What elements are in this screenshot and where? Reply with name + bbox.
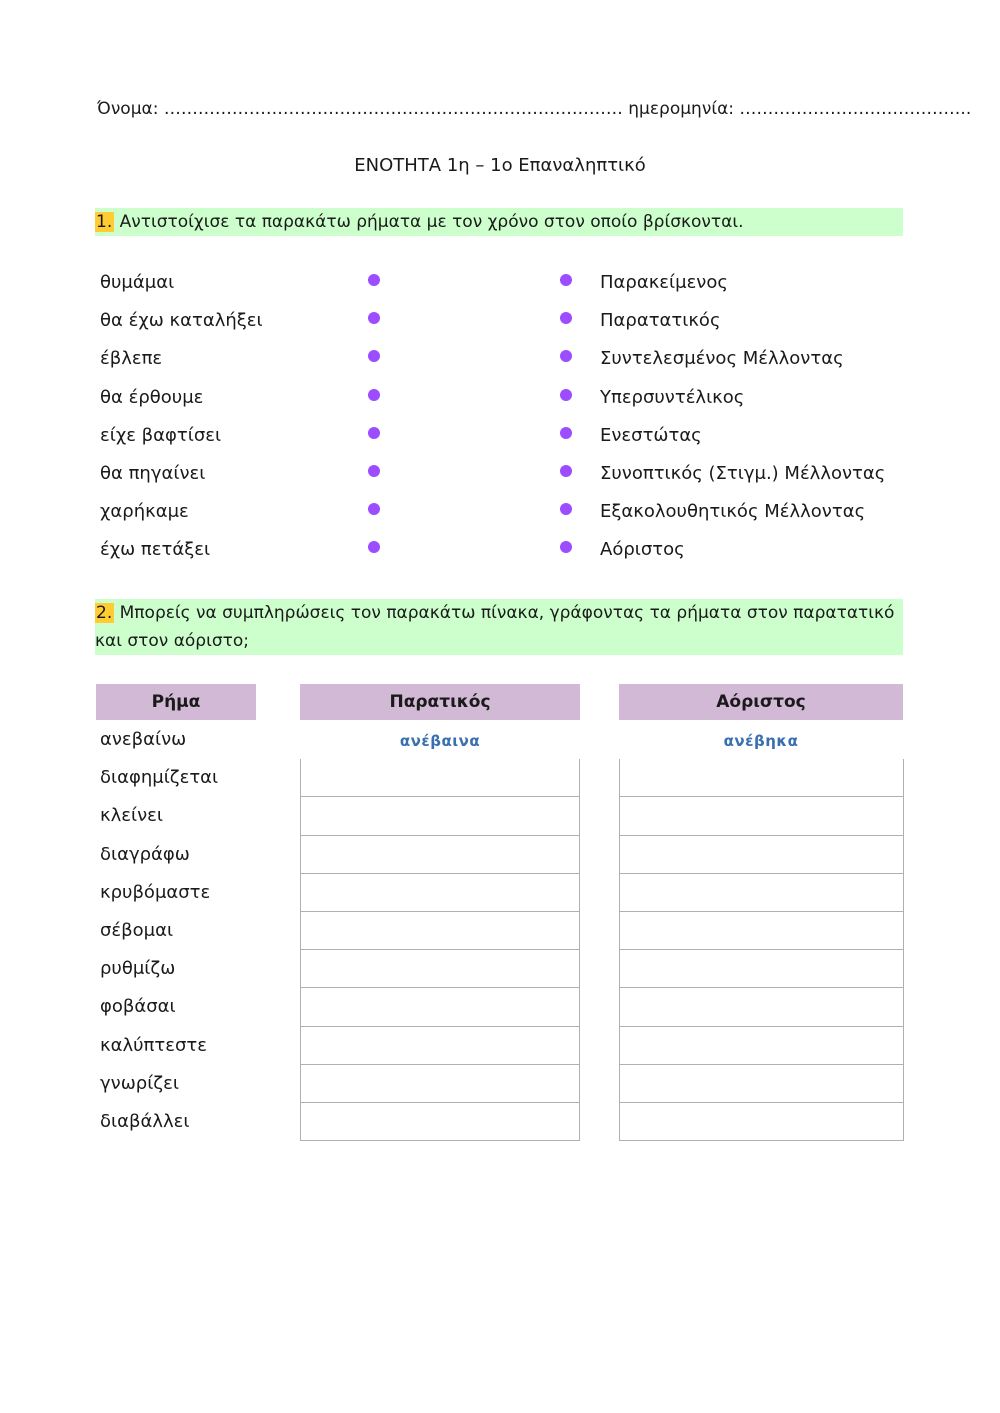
- match-dot-left[interactable]: [368, 503, 380, 515]
- match-dot-right[interactable]: [560, 389, 572, 401]
- answer-cell-past-continuous[interactable]: [300, 988, 580, 1026]
- answer-cell-past-continuous[interactable]: [300, 836, 580, 874]
- table-verb: διαφημίζεται: [100, 767, 219, 789]
- question-1-number: 1.: [96, 212, 113, 232]
- answer-cell-aorist[interactable]: [619, 836, 904, 874]
- name-date-line: Όνομα: ……………………………………………………………………… ημερομηνία: …………………………………..: [97, 99, 972, 119]
- match-tense: Παρατατικός: [600, 310, 721, 332]
- page-title: ΕΝΟΤΗΤΑ 1η – 1ο Επαναληπτικό: [354, 155, 646, 176]
- example-aorist: ανέβηκα: [723, 732, 799, 750]
- match-tense: Συνοπτικός (Στιγμ.) Μέλλοντας: [600, 463, 886, 484]
- match-dot-right[interactable]: [560, 465, 572, 477]
- question-1-prompt: [95, 208, 903, 236]
- example-past-continuous: ανέβαινα: [399, 732, 481, 750]
- table-verb: καλύπτεστε: [100, 1034, 207, 1056]
- match-dot-left[interactable]: [368, 312, 380, 324]
- match-tense: Συντελεσμένος Μέλλοντας: [600, 348, 844, 370]
- answer-cell-aorist[interactable]: [619, 1103, 904, 1141]
- match-verb: είχε βαφτίσει: [100, 424, 222, 446]
- answer-cell-aorist[interactable]: [619, 1065, 904, 1103]
- table-verb: σέβομαι: [100, 920, 174, 941]
- table-verb: φοβάσαι: [100, 996, 176, 1018]
- table-verb: γνωρίζει: [100, 1072, 179, 1094]
- match-dot-left[interactable]: [368, 389, 380, 401]
- table-verb: ανεβαίνω: [100, 729, 187, 750]
- column-header-verb: Ρήμα: [96, 684, 256, 720]
- match-dot-left[interactable]: [368, 274, 380, 286]
- match-dot-right[interactable]: [560, 350, 572, 362]
- answer-cell-aorist[interactable]: [619, 1027, 904, 1065]
- match-dot-right[interactable]: [560, 503, 572, 515]
- match-verb: έβλεπε: [100, 348, 163, 370]
- match-tense: Εξακολουθητικός Μέλλοντας: [600, 501, 866, 523]
- match-tense: Αόριστος: [600, 539, 685, 561]
- answer-cell-aorist[interactable]: [619, 950, 904, 988]
- match-dot-left[interactable]: [368, 541, 380, 553]
- answer-cell-aorist[interactable]: [619, 988, 904, 1026]
- match-dot-left[interactable]: [368, 427, 380, 439]
- table-verb: διαγράφω: [100, 843, 190, 865]
- match-dot-left[interactable]: [368, 350, 380, 362]
- table-verb: ρυθμίζω: [100, 958, 176, 980]
- table-verb: κρυβόμαστε: [100, 881, 211, 903]
- column-header-aorist: Αόριστος: [619, 684, 903, 720]
- match-dot-right[interactable]: [560, 274, 572, 286]
- answer-cell-aorist[interactable]: [619, 759, 904, 797]
- question-2-number: 2.: [96, 603, 113, 623]
- match-verb: θα πηγαίνει: [100, 463, 206, 484]
- answer-cell-past-continuous[interactable]: [300, 950, 580, 988]
- answer-cell-aorist[interactable]: [619, 874, 904, 912]
- match-verb: θα έχω καταλήξει: [100, 310, 263, 332]
- table-verb: κλείνει: [100, 805, 163, 827]
- answer-cell-past-continuous[interactable]: [300, 874, 580, 912]
- match-verb: θυμάμαι: [100, 272, 175, 293]
- table-verb: διαβάλλει: [100, 1111, 190, 1132]
- question-2-text: Μπορείς να συμπληρώσεις τον παρακάτω πίνακα, γράφοντας τα ρήματα στον παρατατικό και στον αόριστο;: [95, 603, 895, 651]
- answer-cell-aorist[interactable]: [619, 912, 904, 950]
- match-tense: Ενεστώτας: [600, 424, 702, 446]
- match-dot-left[interactable]: [368, 465, 380, 477]
- column-header-past-continuous: Παρατικός: [300, 684, 580, 720]
- match-dot-right[interactable]: [560, 427, 572, 439]
- answer-cell-past-continuous[interactable]: [300, 797, 580, 835]
- answer-cell-past-continuous[interactable]: [300, 759, 580, 797]
- question-2-prompt: [95, 599, 903, 655]
- answer-cell-past-continuous[interactable]: [300, 912, 580, 950]
- match-verb: έχω πετάξει: [100, 539, 211, 561]
- match-tense: Υπερσυντέλικος: [600, 386, 745, 408]
- answer-cell-past-continuous[interactable]: [300, 1027, 580, 1065]
- match-verb: χαρήκαμε: [100, 501, 189, 523]
- match-dot-right[interactable]: [560, 541, 572, 553]
- match-tense: Παρακείμενος: [600, 272, 728, 293]
- answer-cell-past-continuous[interactable]: [300, 1065, 580, 1103]
- match-dot-right[interactable]: [560, 312, 572, 324]
- match-verb: θα έρθουμε: [100, 386, 204, 408]
- answer-cell-aorist[interactable]: [619, 797, 904, 835]
- question-1-text: Αντιστοίχισε τα παρακάτω ρήματα με τον χρόνο στον οποίο βρίσκονται.: [114, 212, 744, 232]
- answer-cell-past-continuous[interactable]: [300, 1103, 580, 1141]
